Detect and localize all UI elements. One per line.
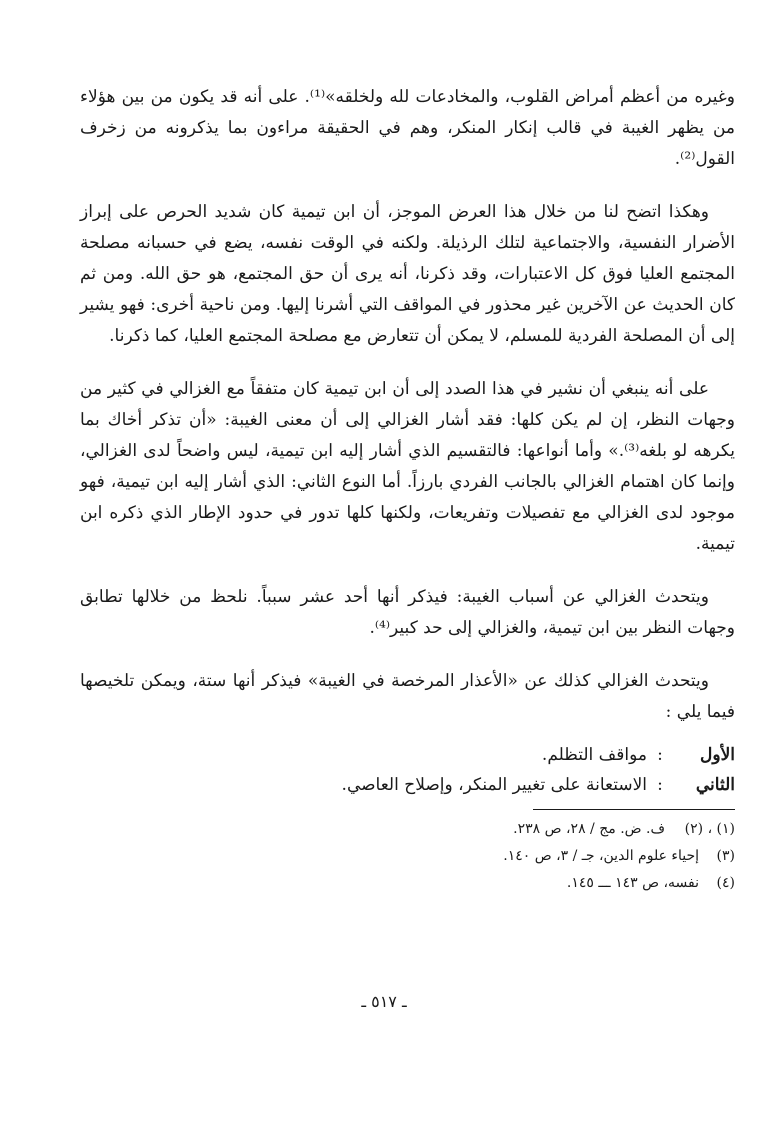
footnote xyxy=(80,843,735,870)
list-item-term: الثاني xyxy=(695,775,735,795)
page-number: ـ ٥١٧ ـ xyxy=(361,992,407,1011)
footnote-text: نفسه، ص ١٤٣ ـــ ١٤٥. xyxy=(566,875,699,891)
paragraph-3: على أنه ينبغي أن نشير في هذا الصدد إلى أن ابن تيمية كان متفقاً مع الغزالي في كثير من وجهات النظر، إن لم يكن كلها: فقد أشار الغزالي إلى أن معنى الغيبة: «أن تذكر أخاك بما يكرهه لو بلغه⁽³⁾.» وأما أنواعها: فالتقسيم الذي أشار إليه ابن تيمية، ليس واضحاً لدى الغزالي، وإنما كان اهتمام الغزالي بالجانب الفردي بارزاً. أما النوع الثاني: الذي أشار إليه ابن تيمية، فهو موجود لدى الغزالي مع تفصيلات وتفريعات، ولكنها كلها تدور في حدود الإطار الذي ذكره ابن تيمية. xyxy=(80,379,735,554)
footnote xyxy=(80,816,735,843)
paragraph-1: وغيره من أعظم أمراض القلوب، والمخادعات لله ولخلقه»⁽¹⁾. على أنه قد يكون من بين هؤلاء من يظهر الغيبة في قالب إنكار المنكر، وهم في الحقيقة مراءون بما يذكرونه من زخرف القول⁽²⁾. xyxy=(80,87,735,169)
list-item-text: الاستعانة على تغيير المنكر، وإصلاح العاصي. xyxy=(341,775,647,795)
paragraph-4: ويتحدث الغزالي عن أسباب الغيبة: فيذكر أنها أحد عشر سبباً. نلحظ من خلالها تطابق وجهات النظر بين ابن تيمية، والغزالي إلى حد كبير⁽⁴⁾. xyxy=(80,587,735,638)
footnote-number: (٤) xyxy=(716,875,735,891)
footnote xyxy=(80,870,735,897)
footnote-text: ف. ض. مج / ٢٨، ص ٢٣٨. xyxy=(513,821,665,837)
excuses-list xyxy=(80,740,735,800)
page-body xyxy=(80,82,735,897)
paragraph-2: وهكذا اتضح لنا من خلال هذا العرض الموجز، أن ابن تيمية كان شديد الحرص على إبراز الأضرار النفسية، والاجتماعية لتلك الرذيلة. ولكنه في الوقت نفسه، يضع في حسبانه مصلحة المجتمع العليا فوق كل الاعتبارات، وقد ذكرنا، أنه يرى أن حق المجتمع، هو حق الله. ومن ثم كان الحديث عن الآخرين غير محذور في المواقف التي أشرنا إليها. ومن ناحية أخرى: فهو يشير إلى أن المصلحة الفردية للمسلم، لا يمكن أن تتعارض مع مصلحة المجتمع العليا، كما ذكرنا. xyxy=(80,202,735,346)
footnote-divider xyxy=(533,809,735,810)
footnote-number: (١) ، (٢) xyxy=(684,821,735,837)
footnotes xyxy=(80,816,735,897)
paragraph-5: ويتحدث الغزالي كذلك عن «الأعذار المرخصة في الغيبة» فيذكر أنها ستة، ويمكن تلخيصها فيما يلي : xyxy=(80,671,735,722)
list-item xyxy=(80,740,735,770)
list-item-text: مواقف التظلم. xyxy=(541,745,647,765)
list-item-colon: : xyxy=(657,775,663,795)
footnote-text: إحياء علوم الدين، جـ / ٣، ص ١٤٠. xyxy=(503,848,699,864)
list-item-term: الأول xyxy=(700,745,735,765)
footnote-number: (٣) xyxy=(716,848,735,864)
list-item-colon: : xyxy=(657,745,663,765)
list-item xyxy=(80,770,735,800)
